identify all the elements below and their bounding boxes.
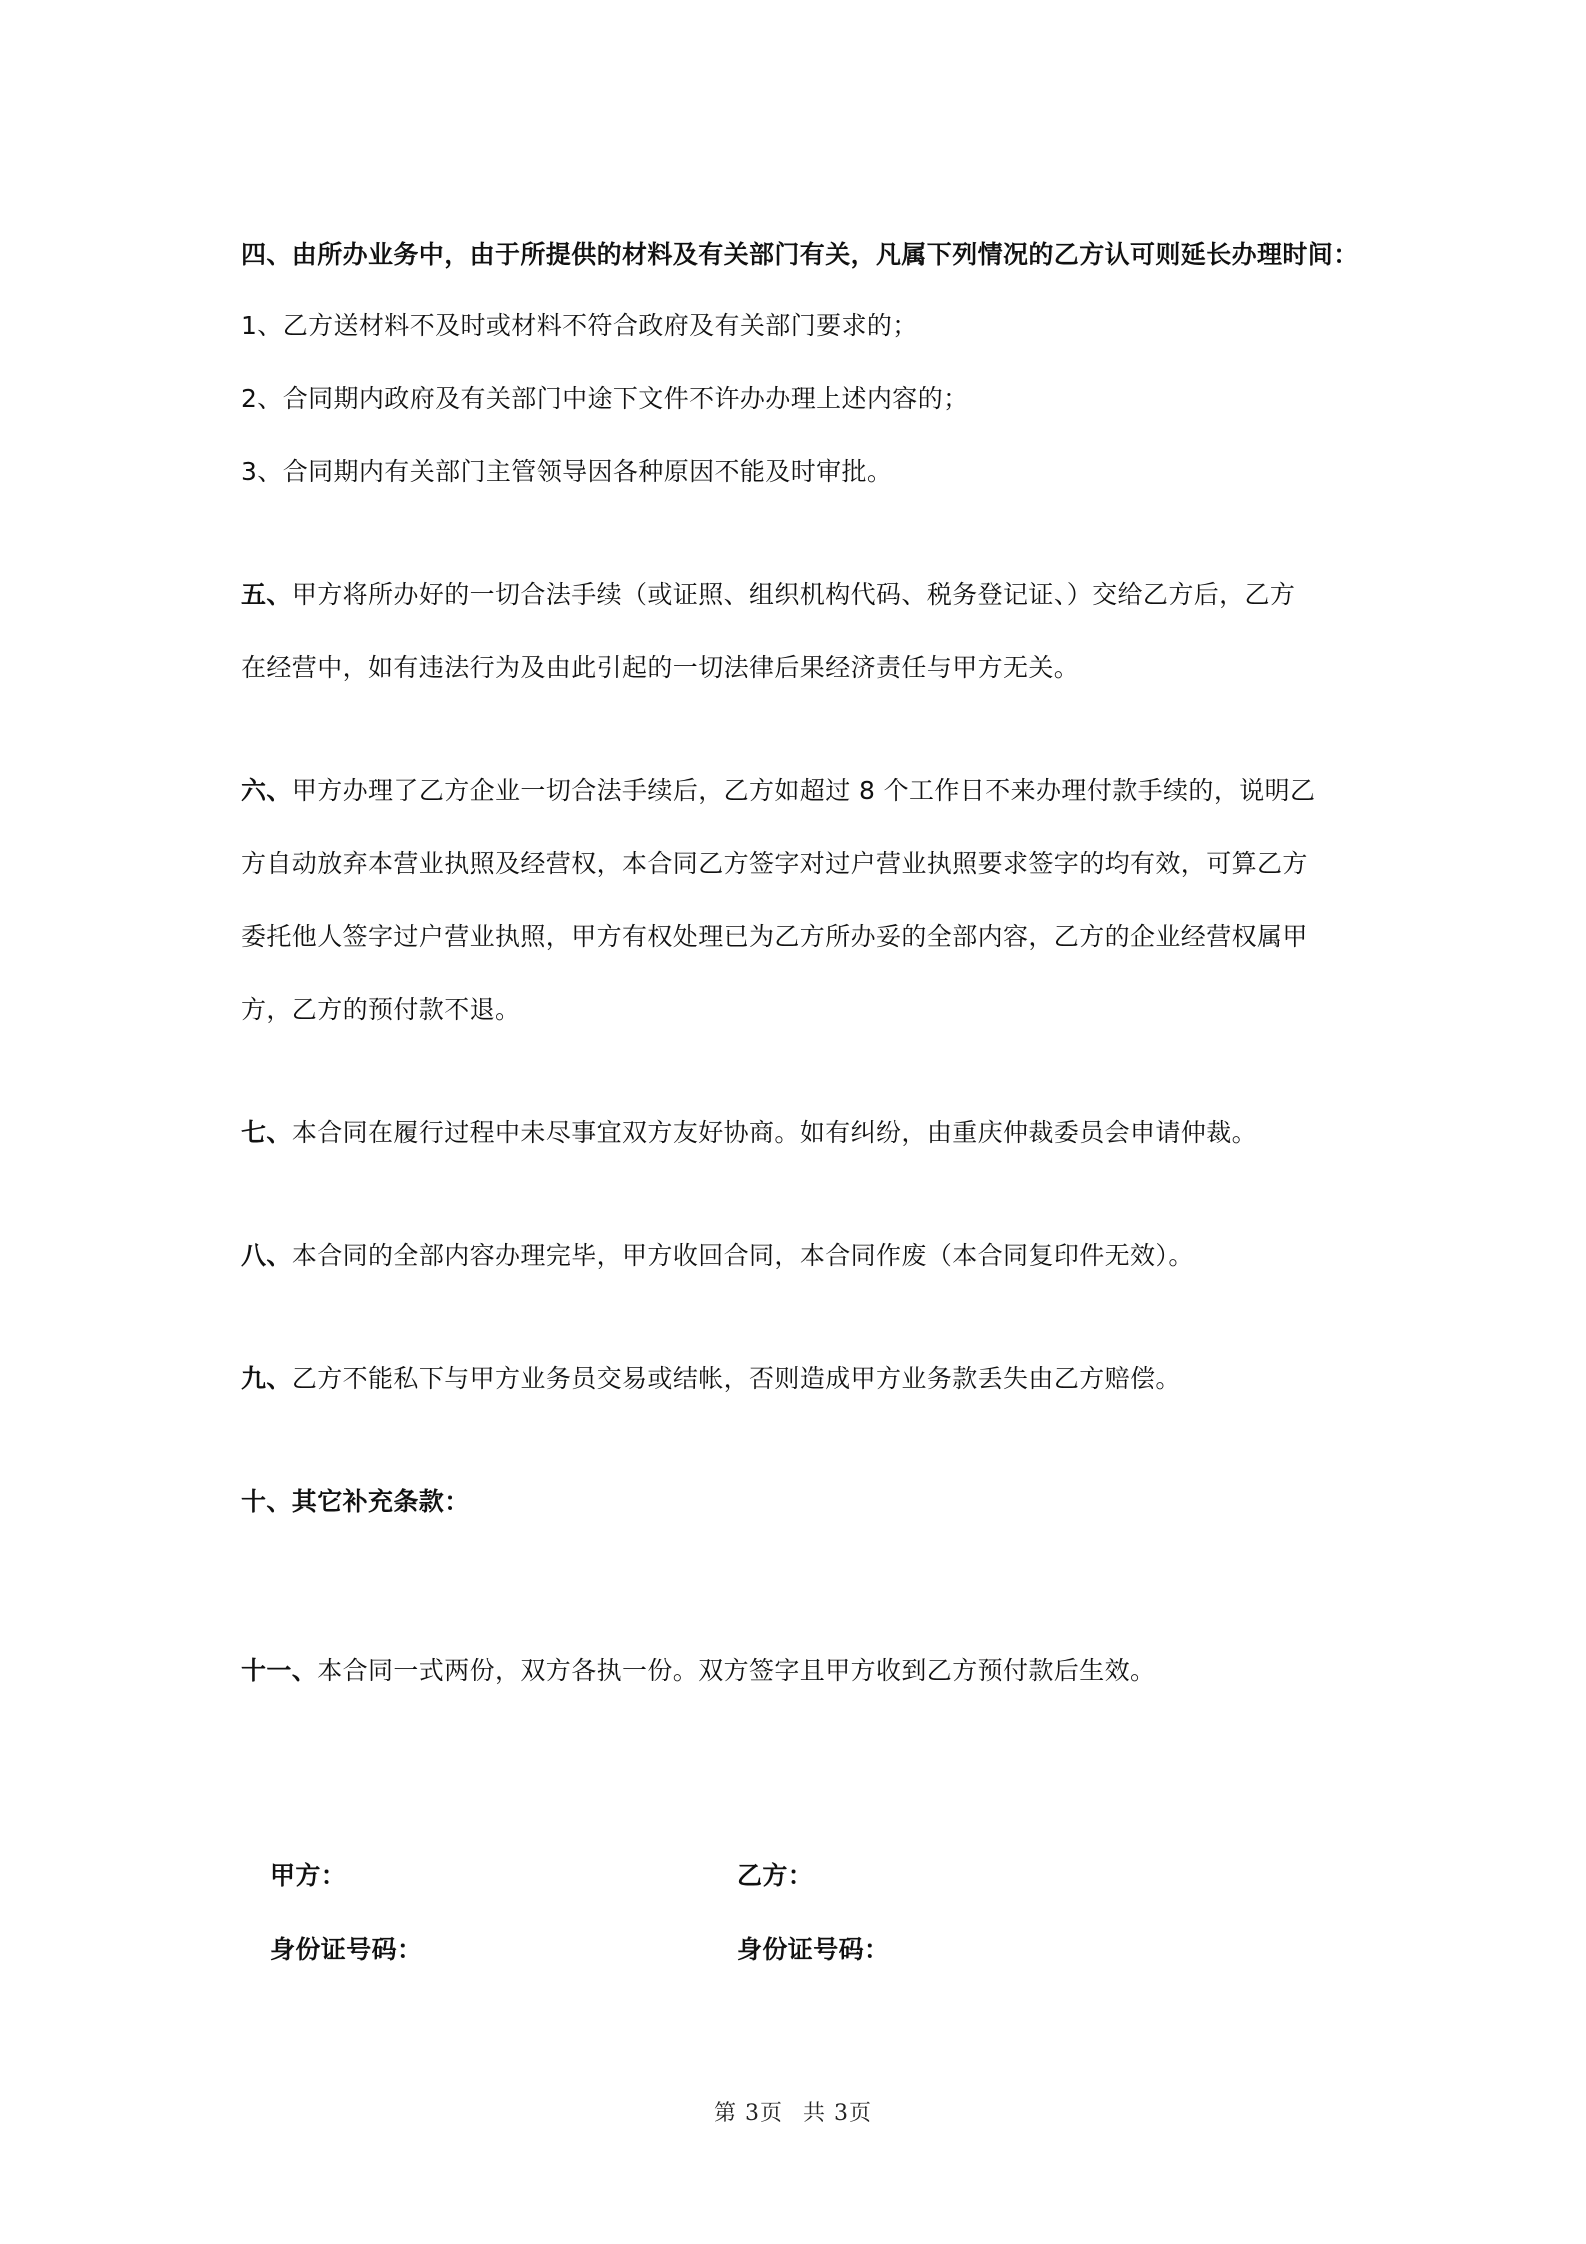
clause-11	[241, 1652, 1361, 1689]
clause-9-number: 九、	[241, 1364, 292, 1393]
page-number: 第 3页	[714, 2101, 783, 2126]
clause-4-item-2: 2、合同期内政府及有关部门中途下文件不许办办理上述内容的；	[241, 384, 969, 413]
clause-4-heading: 四、由所办业务中，由于所提供的材料及有关部门有关，凡属下列情况的乙方认可则延长办理时间：	[241, 240, 1359, 269]
clause-6-line-2: 方自动放弃本营业执照及经营权，本合同乙方签字对过户营业执照要求签字的均有效，可算乙方	[241, 849, 1308, 878]
clause-6-line-4: 方，乙方的预付款不退。	[241, 995, 521, 1024]
clause-5-line-2: 在经营中，如有违法行为及由此引起的一切法律后果经济责任与甲方无关。	[241, 653, 1080, 682]
party-b-label: 乙方：	[737, 1861, 814, 1890]
clause-7-text: 本合同在履行过程中未尽事宜双方友好协商。如有纠纷，由重庆仲裁委员会申请仲裁。	[291, 1118, 1258, 1147]
party-a-label: 甲方：	[270, 1861, 347, 1890]
page-footer	[0, 2096, 1586, 2127]
page-total: 共 3页	[803, 2101, 872, 2126]
clause-8-number: 八、	[241, 1241, 292, 1270]
clause-9	[241, 1360, 1361, 1397]
clause-11-text: 本合同一式两份，双方各执一份。双方签字且甲方收到乙方预付款后生效。	[317, 1656, 1156, 1685]
clause-8-text: 本合同的全部内容办理完毕，甲方收回合同，本合同作废（本合同复印件无效）。	[291, 1241, 1194, 1270]
clause-5-text-1: 甲方将所办好的一切合法手续（或证照、组织机构代码、税务登记证、）交给乙方后，乙方	[291, 580, 1296, 609]
clause-4-item-1: 1、乙方送材料不及时或材料不符合政府及有关部门要求的；	[241, 311, 918, 340]
clause-6-text-1: 甲方办理了乙方企业一切合法手续后，乙方如超过 8 个工作日不来办理付款手续的，说明乙	[291, 776, 1316, 805]
clause-6-line-1	[241, 772, 1361, 809]
clause-5-line-1	[241, 576, 1361, 613]
party-b-id-label: 身份证号码：	[737, 1935, 890, 1964]
clause-6-number: 六、	[241, 776, 292, 805]
clause-7-number: 七、	[241, 1118, 292, 1147]
clause-10-heading: 十、其它补充条款：	[241, 1487, 470, 1516]
clause-8	[241, 1237, 1361, 1274]
contract-body	[241, 236, 1361, 1689]
clause-5-number: 五、	[241, 580, 292, 609]
clause-9-text: 乙方不能私下与甲方业务员交易或结帐，否则造成甲方业务款丢失由乙方赔偿。	[291, 1364, 1181, 1393]
clause-6-line-3: 委托他人签字过户营业执照，甲方有权处理已为乙方所办妥的全部内容，乙方的企业经营权属甲	[241, 922, 1308, 951]
clause-4-item-3: 3、合同期内有关部门主管领导因各种原因不能及时审批。	[241, 457, 893, 486]
party-a-id-label: 身份证号码：	[270, 1935, 423, 1964]
clause-7	[241, 1114, 1361, 1151]
clause-11-number: 十一、	[241, 1656, 318, 1685]
